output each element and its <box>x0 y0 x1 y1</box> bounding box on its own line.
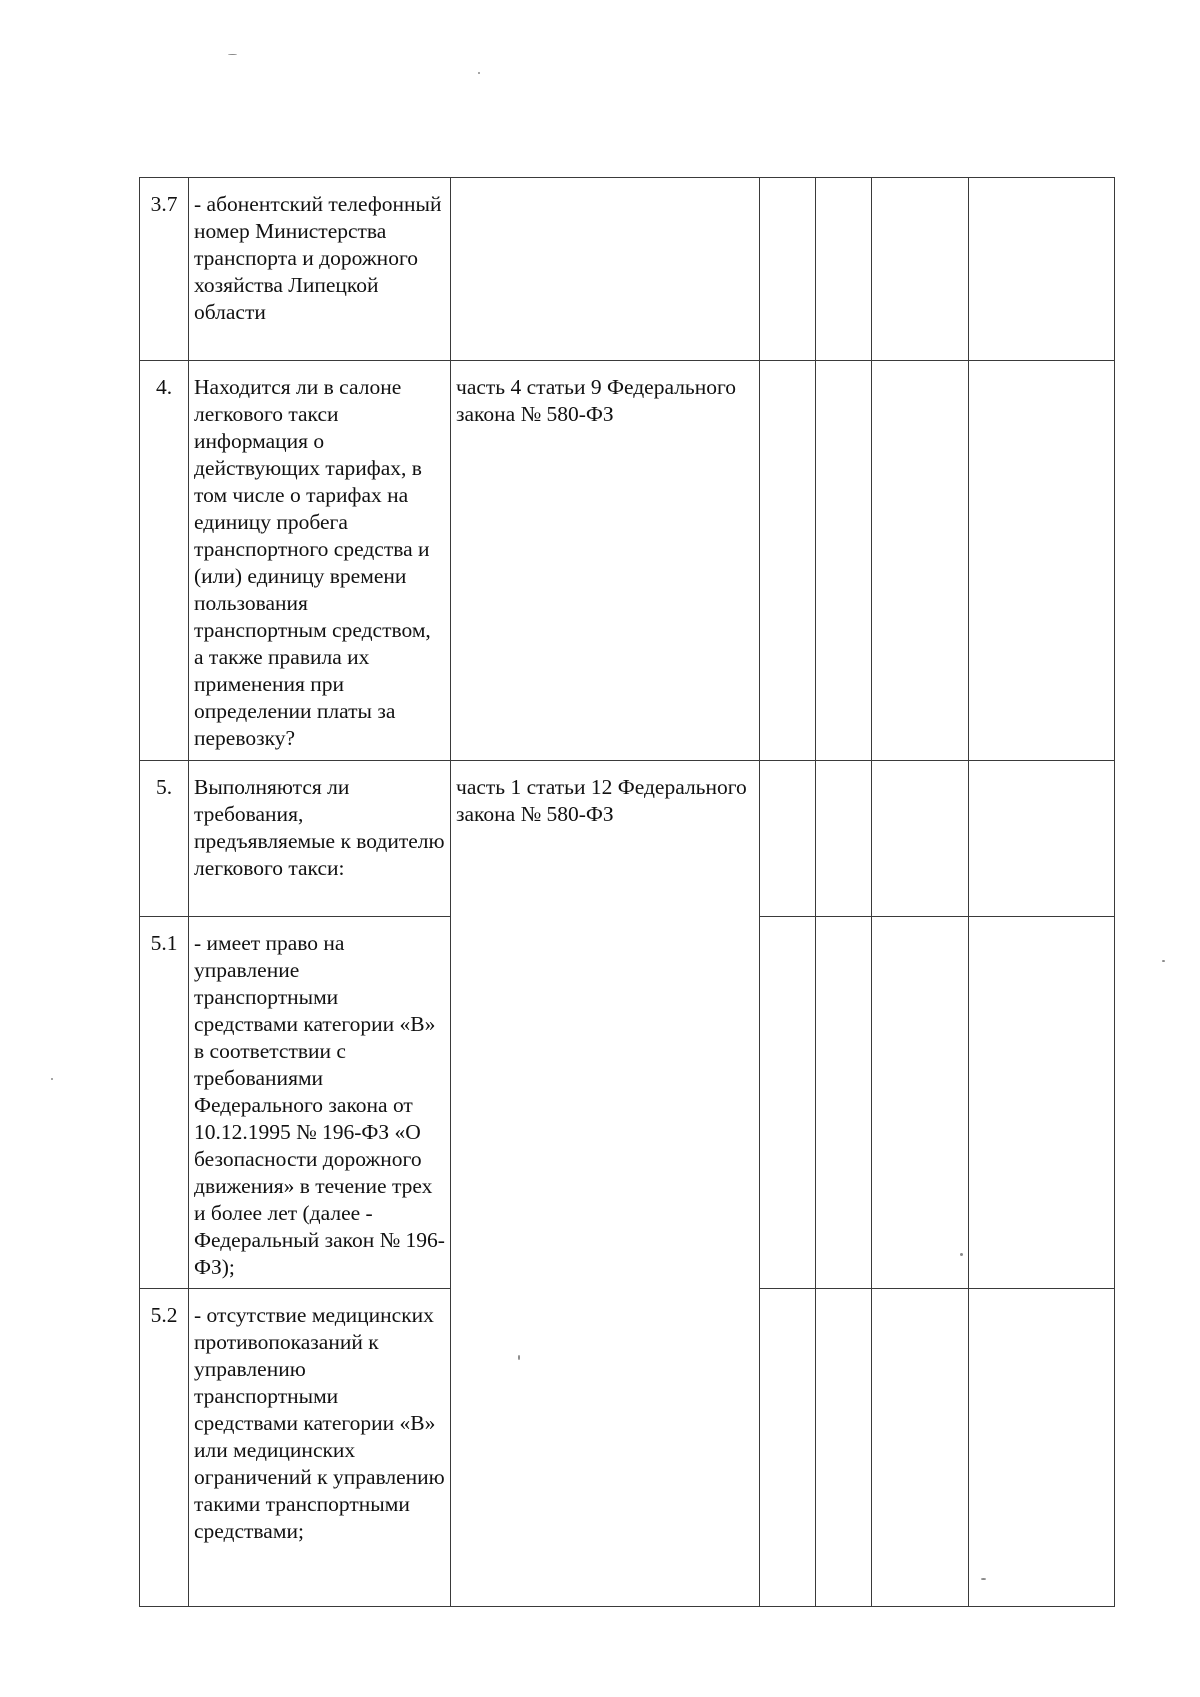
scan-speck <box>1162 960 1165 962</box>
row-number: 5.2 <box>140 1289 189 1607</box>
answer-cell-no <box>816 1289 872 1607</box>
notes-cell <box>969 917 1115 1289</box>
scan-speck <box>960 1253 963 1256</box>
legal-reference: часть 1 статьи 12 Федерального закона № 580-ФЗ <box>451 761 760 1607</box>
scan-speck <box>518 1355 520 1360</box>
table-row <box>140 178 1115 361</box>
table-row <box>140 361 1115 761</box>
requirement-text: - отсутствие медицинских противопоказаний к управлению транспортными средствами категории «В» или медицинских ограничений к управлению такими транспортными средствами; <box>189 1289 451 1607</box>
answer-cell-yes <box>760 761 816 917</box>
row-number: 5.1 <box>140 917 189 1289</box>
answer-cell-yes <box>760 361 816 761</box>
legal-reference <box>451 178 760 361</box>
answer-cell-not-applicable <box>872 178 969 361</box>
answer-cell-not-applicable <box>872 917 969 1289</box>
requirement-text: - имеет право на управление транспортными средствами категории «В» в соответствии с требованиями Федерального закона от 10.12.1995 № 196-ФЗ «О безопасности дорожного движения» в течение трех и более лет (далее - Федеральный закон № 196-ФЗ); <box>189 917 451 1289</box>
answer-cell-no <box>816 361 872 761</box>
scan-speck <box>478 72 480 74</box>
answer-cell-not-applicable <box>872 761 969 917</box>
answer-cell-no <box>816 178 872 361</box>
notes-cell <box>969 761 1115 917</box>
answer-cell-no <box>816 761 872 917</box>
row-number: 4. <box>140 361 189 761</box>
scan-speck <box>51 1078 53 1080</box>
table-row <box>140 761 1115 917</box>
requirement-text: Находится ли в салоне легкового такси информация о действующих тарифах, в том числе о тарифах на единицу пробега транспортного средства и (или) единицу времени пользования транспортным средством, а также правила их применения при определении платы за перевозку? <box>189 361 451 761</box>
answer-cell-yes <box>760 1289 816 1607</box>
row-number: 3.7 <box>140 178 189 361</box>
requirement-text: - абонентский телефонный номер Министерства транспорта и дорожного хозяйства Липецкой области <box>189 178 451 361</box>
answer-cell-not-applicable <box>872 361 969 761</box>
notes-cell <box>969 361 1115 761</box>
answer-cell-not-applicable <box>872 1289 969 1607</box>
answer-cell-yes <box>760 917 816 1289</box>
notes-cell <box>969 1289 1115 1607</box>
answer-cell-yes <box>760 178 816 361</box>
requirement-text: Выполняются ли требования, предъявляемые к водителю легкового такси: <box>189 761 451 917</box>
row-number: 5. <box>140 761 189 917</box>
legal-reference: часть 4 статьи 9 Федерального закона № 580-ФЗ <box>451 361 760 761</box>
checklist-table <box>139 177 1115 1607</box>
answer-cell-no <box>816 917 872 1289</box>
scan-speck <box>981 1578 986 1580</box>
notes-cell <box>969 178 1115 361</box>
scan-speck <box>228 54 237 55</box>
